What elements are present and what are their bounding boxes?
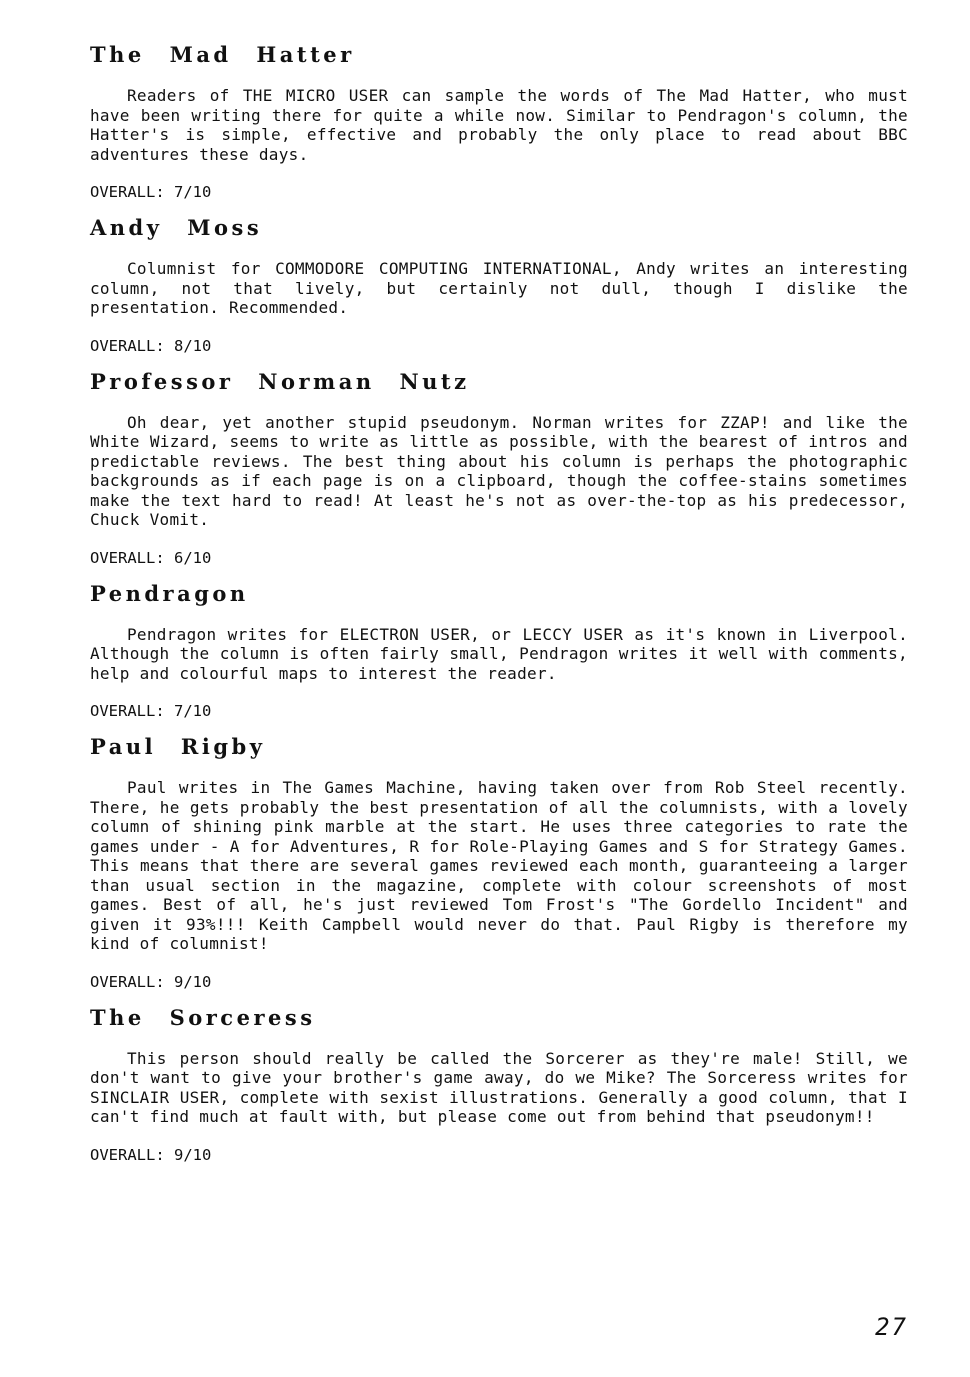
review-heading: Andy Moss bbox=[90, 215, 263, 240]
review-sorceress bbox=[90, 1003, 908, 1165]
review-pendragon bbox=[90, 579, 908, 722]
page-number: 27 bbox=[875, 1313, 908, 1341]
review-paul-rigby bbox=[90, 732, 908, 992]
review-heading: Professor Norman Nutz bbox=[90, 368, 470, 394]
review-body: Oh dear, yet another stupid pseudonym. Norman writes for ZZAP! and like the White Wizard, seems to write as little as possible, with the bearest of intros and predictable reviews. The best thing about his column is perhaps the photographic backgrounds as if each page is on a clipboard, though the coffee-stains sometimes make the text hard to read! At least he's not as over-the-top as his predecessor, Chuck Vomit. bbox=[90, 412, 908, 529]
review-body: This person should really be called the Sorcerer as they're male! Still, we don't want to give your brother's game away, do we Mike? The Sorceress writes for SINCLAIR USER, complete with sexist illustrations. Generally a good column, that I can't find much at fault with, but please come out from behind that pseudonym!! bbox=[90, 1048, 908, 1126]
review-heading: The Mad Hatter bbox=[90, 42, 355, 67]
review-body: Columnist for COMMODORE COMPUTING INTERNATIONAL, Andy writes an interesting column, not that lively, but certainly not dull, though I dislike the presentation. Recommended. bbox=[90, 259, 908, 317]
review-norman-nutz bbox=[90, 367, 908, 568]
review-rating: OVERALL: 9/10 bbox=[90, 1145, 212, 1164]
review-heading: The Sorceress bbox=[90, 1004, 316, 1030]
review-heading: Pendragon bbox=[90, 580, 249, 606]
review-body: Paul writes in The Games Machine, having taken over from Rob Steel recently. There, he gets probably the best presentation of all the columnists, with a lovely column of shining pink marble at the start. He uses three categories to rate the games under - A for Adventures, R for Role-Playing Games and S for Strategy Games. This means that there are several games reviewed each month, guaranteeing a larger than usual section in the magazine, complete with colour screenshots of most games. Best of all, he's just reviewed Tom Frost's "The Gordello Incident" and given it 93%!!! Keith Campbell would never do that. Paul Rigby is therefore my kind of columnist! bbox=[90, 778, 908, 953]
review-mad-hatter bbox=[90, 40, 908, 202]
review-rating: OVERALL: 6/10 bbox=[90, 548, 212, 567]
review-andy-moss bbox=[90, 213, 908, 356]
review-rating: OVERALL: 9/10 bbox=[90, 972, 212, 991]
review-heading: Paul Rigby bbox=[90, 734, 266, 759]
reviews-column bbox=[90, 40, 908, 1176]
review-rating: OVERALL: 8/10 bbox=[90, 336, 212, 355]
review-body: Readers of THE MICRO USER can sample the words of The Mad Hatter, who must have been writing there for quite a while now. Similar to Pendragon's column, the Hatter's is simple, effective and probably the only place to read about BBC adventures these days. bbox=[90, 86, 908, 164]
review-body: Pendragon writes for ELECTRON USER, or LECCY USER as it's known in Liverpool. Although the column is often fairly small, Pendragon writes it well with comments, help and colourful maps to interest the reader. bbox=[90, 624, 908, 683]
review-rating: OVERALL: 7/10 bbox=[90, 183, 212, 201]
review-rating: OVERALL: 7/10 bbox=[90, 702, 212, 720]
